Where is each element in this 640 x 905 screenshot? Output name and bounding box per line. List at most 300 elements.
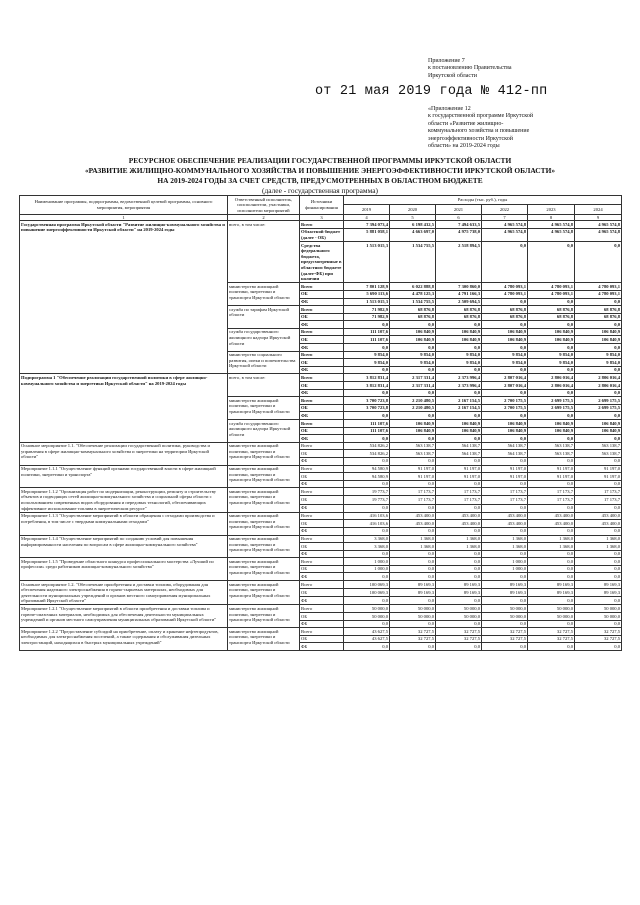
value-cell: 3 368,0 [344, 535, 390, 543]
executor-cell: всего, в том числе: [228, 374, 300, 397]
value-cell: 106 840,9 [575, 336, 622, 344]
value-cell: 0,0 [528, 321, 575, 329]
appendix-line: Приложение 7 [428, 58, 465, 64]
value-cell: 17 173,7 [482, 496, 528, 504]
table-row [20, 465, 622, 473]
value-cell: 89 169,3 [528, 581, 575, 589]
table-row [20, 488, 622, 496]
value-cell: 68 876,8 [575, 313, 622, 321]
value-cell: 32 727,5 [575, 628, 622, 636]
value-cell: 106 840,9 [528, 336, 575, 344]
value-cell: 0,0 [344, 643, 390, 651]
value-cell: 91 197,0 [482, 465, 528, 473]
value-cell: 32 727,5 [436, 635, 482, 643]
value-cell: 4 780 093,1 [575, 283, 622, 291]
value-cell: 0,0 [528, 573, 575, 581]
value-cell: 19 773,7 [344, 488, 390, 496]
value-cell: 2 210 480,5 [390, 397, 436, 405]
value-cell: 564 138,7 [482, 442, 528, 450]
value-cell: 43 627,5 [344, 628, 390, 636]
value-cell: 0,0 [575, 527, 622, 535]
value-cell: 9 854,0 [344, 351, 390, 359]
value-cell: 0,0 [528, 504, 575, 512]
value-cell: 50 000,0 [344, 605, 390, 613]
index-cell: 9 [575, 214, 622, 221]
value-cell: 17 173,7 [528, 488, 575, 496]
value-cell: 0,0 [575, 321, 622, 329]
value-cell: 1 368,0 [436, 535, 482, 543]
value-cell: 0,0 [482, 480, 528, 488]
value-cell: 9 854,0 [390, 359, 436, 367]
value-cell: 0,0 [482, 573, 528, 581]
value-cell: 0,0 [575, 242, 622, 283]
value-cell: 32 727,5 [528, 628, 575, 636]
index-cell: 3 [300, 214, 344, 221]
value-cell: 7 394 073,4 [344, 221, 390, 229]
value-cell: 4 663 697,0 [390, 228, 436, 241]
value-cell: 91 197,0 [390, 473, 436, 481]
appendix12-line: области «Развитие жилищно- [428, 120, 504, 127]
value-cell: 0,0 [575, 643, 622, 651]
value-cell: 0,0 [344, 435, 390, 443]
value-cell: 9 854,0 [436, 359, 482, 367]
value-cell: 0,0 [436, 435, 482, 443]
value-cell: 2 700 175,5 [482, 404, 528, 412]
value-cell: 0,0 [528, 620, 575, 628]
title-line: РЕСУРСНОЕ ОБЕСПЕЧЕНИЕ РЕАЛИЗАЦИИ ГОСУДАРСТВЕННОЙ ПРОГРАММЫ ИРКУТСКОЙ ОБЛАСТИ [128, 156, 512, 165]
value-cell: 0,0 [575, 565, 622, 573]
value-cell: 0,0 [390, 321, 436, 329]
value-cell: 0,0 [436, 550, 482, 558]
index-cell: 1 [20, 214, 228, 221]
value-cell: 0,0 [390, 412, 436, 420]
appendix-line: Иркутской области [428, 72, 477, 79]
value-cell: 89 169,3 [482, 589, 528, 597]
value-cell: 0,0 [390, 565, 436, 573]
head-sources: Источники финансирования [300, 196, 344, 215]
value-cell: 106 840,9 [528, 420, 575, 428]
value-cell: 106 840,9 [482, 336, 528, 344]
value-cell: 5 690 113,6 [344, 290, 390, 298]
value-cell: 0,0 [482, 550, 528, 558]
value-cell: 0,0 [344, 597, 390, 605]
value-cell: 32 727,5 [482, 635, 528, 643]
value-cell: 0,0 [575, 550, 622, 558]
value-cell: 17 173,7 [390, 488, 436, 496]
value-cell: 0,0 [344, 389, 390, 397]
value-cell: 1 368,0 [436, 543, 482, 551]
value-cell: 4 791 166,3 [436, 290, 482, 298]
source-cell: ФБ [300, 366, 344, 374]
value-cell: 0,0 [528, 597, 575, 605]
value-cell: 0,0 [528, 643, 575, 651]
value-cell: 2 699 175,5 [528, 404, 575, 412]
source-cell: ОБ [300, 450, 344, 458]
value-cell: 0,0 [436, 480, 482, 488]
value-cell: 32 727,5 [390, 635, 436, 643]
value-cell: 0,0 [390, 573, 436, 581]
value-cell: 89 169,3 [482, 581, 528, 589]
value-cell: 50 000,0 [575, 613, 622, 621]
value-cell: 563 138,7 [575, 442, 622, 450]
value-cell: 0,0 [482, 242, 528, 283]
title-line: НА 2019-2024 ГОДЫ ЗА СЧЕТ СРЕДСТВ, ПРЕДУСМОТРЕННЫХ В ОБЛАСТНОМ БЮДЖЕТЕ [157, 176, 483, 185]
source-cell: Всего [300, 558, 344, 566]
value-cell: 0,0 [436, 504, 482, 512]
value-cell: 4 965 574,8 [528, 221, 575, 229]
value-cell: 453 400,0 [436, 512, 482, 520]
value-cell: 7 801 128,9 [344, 283, 390, 291]
executor-cell: министерство жилищной политики, энергетики и транспорта Иркутской области [228, 488, 300, 512]
value-cell: 0,0 [528, 242, 575, 283]
value-cell: 4 965 574,8 [482, 221, 528, 229]
value-cell: 0,0 [436, 366, 482, 374]
value-cell: 71 982,9 [344, 313, 390, 321]
value-cell: 89 169,3 [390, 581, 436, 589]
value-cell: 563 138,7 [528, 442, 575, 450]
source-cell: ФБ [300, 321, 344, 329]
source-cell: Всего [300, 512, 344, 520]
value-cell: 0,0 [482, 504, 528, 512]
value-cell: 2 518 894,5 [436, 242, 482, 283]
value-cell: 32 727,5 [528, 635, 575, 643]
value-cell: 4 780 093,1 [482, 290, 528, 298]
value-cell: 50 000,0 [482, 605, 528, 613]
value-cell: 111 107,6 [344, 328, 390, 336]
appendix12-line: коммунального хозяйства и повышение [428, 128, 530, 135]
value-cell: 3 812 831,4 [344, 382, 390, 390]
program-name-cell: Мероприятие 1.1.3 "Осуществление мероприятий в области обращения с отходами производства и потребления, в том числе с твердыми коммунальными отходами" [20, 512, 228, 535]
value-cell: 50 000,0 [436, 605, 482, 613]
title-line: «РАЗВИТИЕ ЖИЛИЩНО-КОММУНАЛЬНОГО ХОЗЯЙСТВА И ПОВЫШЕНИЕ ЭНЕРГОЭФФЕКТИВНОСТИ ИРКУТСКОЙ ОБЛАСТИ» [84, 166, 556, 175]
value-cell: 1 513 015,3 [344, 298, 390, 306]
value-cell: 9 854,0 [575, 351, 622, 359]
value-cell: 2 807 016,4 [482, 374, 528, 382]
value-cell: 2 210 480,5 [390, 404, 436, 412]
source-cell: ФБ [300, 480, 344, 488]
program-name-cell: Основное мероприятие 1.2. "Обеспечение приобретения и доставки топлива, оборудования для обеспечения надежного электроснабжения в горячо-сырьевых материалах, необходимых для деятельности муниципальных учреждений и органов местного самоуправления муниципальных образований Иркутской области" [20, 581, 228, 605]
value-cell: 0,0 [390, 620, 436, 628]
value-cell: 106 840,9 [482, 420, 528, 428]
value-cell: 564 138,7 [482, 450, 528, 458]
value-cell: 91 197,0 [436, 465, 482, 473]
executor-cell: министерство жилищной политики, энергетики и транспорта Иркутской области [228, 283, 300, 306]
executor-cell: министерство жилищной политики, энергетики и транспорта Иркутской области [228, 442, 300, 465]
source-cell: ФБ [300, 389, 344, 397]
value-cell: 0,0 [528, 480, 575, 488]
value-cell: 106 840,9 [390, 336, 436, 344]
table-row [20, 581, 622, 589]
value-cell: 0,0 [344, 344, 390, 352]
source-cell: Всего [300, 605, 344, 613]
source-cell: ОБ [300, 543, 344, 551]
value-cell: 563 138,7 [575, 450, 622, 458]
source-cell: ОБ [300, 404, 344, 412]
value-cell: 91 197,0 [482, 473, 528, 481]
executor-cell: министерство социального развития, опеки и попечительства Иркутской области [228, 351, 300, 374]
value-cell: 0,0 [482, 366, 528, 374]
head-year: 2023 [528, 205, 575, 214]
value-cell: 7 494 633,5 [436, 221, 482, 229]
source-cell: ФБ [300, 344, 344, 352]
value-cell: 564 138,7 [436, 450, 482, 458]
value-cell: 0,0 [482, 527, 528, 535]
value-cell: 9 854,0 [575, 359, 622, 367]
source-cell: Всего [300, 628, 344, 636]
value-cell: 106 840,9 [575, 328, 622, 336]
value-cell: 68 876,8 [390, 306, 436, 314]
value-cell: 106 840,9 [575, 427, 622, 435]
value-cell: 4 965 574,8 [482, 228, 528, 241]
value-cell: 0,0 [390, 435, 436, 443]
value-cell: 17 173,7 [575, 488, 622, 496]
value-cell: 4 965 574,8 [575, 221, 622, 229]
executor-cell: министерство жилищной политики, энергетики и транспорта Иркутской области [228, 558, 300, 581]
value-cell: 4 780 093,1 [482, 283, 528, 291]
appendix-12-block [428, 106, 633, 150]
source-cell: ОБ [300, 359, 344, 367]
value-cell: 89 169,3 [390, 589, 436, 597]
value-cell: 534 826,2 [344, 450, 390, 458]
table-row [20, 442, 622, 450]
value-cell: 0,0 [482, 643, 528, 651]
value-cell: 100 069,3 [344, 589, 390, 597]
value-cell: 453 400,0 [528, 512, 575, 520]
value-cell: 0,0 [390, 389, 436, 397]
value-cell: 50 000,0 [344, 613, 390, 621]
value-cell: 91 197,0 [528, 473, 575, 481]
value-cell: 0,0 [436, 412, 482, 420]
value-cell: 50 000,0 [390, 613, 436, 621]
value-cell: 50 000,0 [390, 605, 436, 613]
resource-table [19, 195, 622, 651]
head-year: 2022 [482, 205, 528, 214]
table-row [20, 512, 622, 520]
source-cell: ФБ [300, 643, 344, 651]
executor-cell: министерство жилищной политики, энергетики и транспорта Иркутской области [228, 512, 300, 535]
source-cell: Всего [300, 283, 344, 291]
executor-cell: служба по тарифам Иркутской области [228, 306, 300, 329]
value-cell: 0,0 [344, 412, 390, 420]
executor-cell: министерство жилищной политики, энергетики и транспорта Иркутской области [228, 581, 300, 605]
value-cell: 0,0 [390, 457, 436, 465]
value-cell: 50 000,0 [482, 613, 528, 621]
value-cell: 106 840,9 [482, 427, 528, 435]
appendix12-line: к государственной программе Иркутской [428, 113, 534, 120]
source-cell: ФБ [300, 435, 344, 443]
source-cell: ОБ [300, 290, 344, 298]
program-name-cell: Основное мероприятие 1.1. "Обеспечение реализации государственной политики, руководства и управления в сфере жилищно-коммунального хозяйства и энергетики на территории Иркутской области" [20, 442, 228, 465]
value-cell: 68 876,8 [436, 306, 482, 314]
value-cell: 0,0 [390, 643, 436, 651]
appendix12-line: энергоэффективности Иркутской [428, 135, 513, 142]
value-cell: 0,0 [344, 573, 390, 581]
value-cell: 106 840,9 [436, 336, 482, 344]
value-cell: 2 806 016,4 [575, 382, 622, 390]
source-cell: ОБ [300, 613, 344, 621]
value-cell: 0,0 [575, 620, 622, 628]
decree-date-line: от 21 мая 2019 года № 412-пп [315, 84, 548, 99]
index-cell: 2 [228, 214, 300, 221]
value-cell: 2 700 175,5 [482, 397, 528, 405]
value-cell: 0,0 [390, 527, 436, 535]
value-cell: 17 173,7 [575, 496, 622, 504]
source-cell: Всего [300, 442, 344, 450]
value-cell: 9 854,0 [390, 351, 436, 359]
value-cell: 106 840,9 [436, 420, 482, 428]
value-cell: 2 509 694,5 [436, 298, 482, 306]
source-cell: Всего [300, 420, 344, 428]
value-cell: 89 169,3 [575, 589, 622, 597]
source-cell: Всего [300, 306, 344, 314]
value-cell: 453 400,0 [528, 520, 575, 528]
source-cell: Всего [300, 465, 344, 473]
value-cell: 4 780 093,1 [575, 290, 622, 298]
value-cell: 0,0 [344, 366, 390, 374]
value-cell: 3 700 723,8 [344, 404, 390, 412]
value-cell: 0,0 [344, 527, 390, 535]
source-cell: ФБ [300, 504, 344, 512]
table-body [20, 221, 622, 651]
value-cell: 0,0 [436, 558, 482, 566]
value-cell: 453 400,0 [482, 520, 528, 528]
source-cell: Всего [300, 581, 344, 589]
table-index-row [20, 214, 622, 221]
value-cell: 0,0 [482, 321, 528, 329]
executor-cell: министерство жилищной политики, энергетики и транспорта Иркутской области [228, 628, 300, 651]
value-cell: 9 854,0 [344, 359, 390, 367]
value-cell: 4 780 093,1 [528, 290, 575, 298]
program-name-cell: Мероприятие 1.2.2 "Предоставление субсидий на приобретение, оплату и хранение нефтепродуктов, необходимых для электроснабжения поселений, а также содержания и обслуживания дизельных электростанций, находящихся в быстрых муниципальных учреждений" [20, 628, 228, 651]
program-name-cell: Мероприятие 1.1.1 "Осуществление функций органами государственной власти в сфере жилищной политики, энергетики и транспорта" [20, 465, 228, 488]
source-cell: ФБ [300, 550, 344, 558]
value-cell: 2 167 154,5 [436, 404, 482, 412]
source-cell: ОБ [300, 635, 344, 643]
value-cell: 9 854,0 [528, 351, 575, 359]
program-name-cell: Мероприятие 1.1.2 "Организация работ по модернизации, реконструкции, ремонту и строительству объектов и подводящих сетей жилищно-коммунального хозяйства и социальной сферы области с использованием современных видов оборудования и передовых технологий, обеспечивающих эффективное использование топлива в энергетическом ресурсе" [20, 488, 228, 512]
value-cell: 50 000,0 [528, 605, 575, 613]
value-cell: 2 317 331,4 [390, 382, 436, 390]
value-cell: 1 534 755,5 [390, 298, 436, 306]
value-cell: 0,0 [344, 321, 390, 329]
value-cell: 89 169,3 [575, 581, 622, 589]
table-row [20, 535, 622, 543]
head-program: Наименование программы, подпрограммы, ведомственной целевой программы, основного мероприятия, мероприятия [20, 196, 228, 215]
value-cell: 2 806 016,4 [528, 374, 575, 382]
value-cell: 1 534 755,5 [390, 242, 436, 283]
value-cell: 68 876,8 [528, 306, 575, 314]
value-cell: 1 513 015,3 [344, 242, 390, 283]
value-cell: 0,0 [482, 597, 528, 605]
value-cell: 0,0 [528, 565, 575, 573]
value-cell: 453 400,0 [482, 512, 528, 520]
value-cell: 0,0 [390, 558, 436, 566]
table-row [20, 558, 622, 566]
source-cell: Всего [300, 221, 344, 229]
source-cell: Всего [300, 535, 344, 543]
value-cell: 0,0 [528, 457, 575, 465]
value-cell: 0,0 [575, 412, 622, 420]
value-cell: 50 000,0 [575, 605, 622, 613]
executor-cell: министерство жилищной политики, энергетики и транспорта Иркутской области [228, 397, 300, 420]
value-cell: 0,0 [344, 620, 390, 628]
value-cell: 111 107,6 [344, 336, 390, 344]
value-cell: 0,0 [436, 565, 482, 573]
value-cell: 0,0 [528, 550, 575, 558]
value-cell: 68 876,8 [482, 313, 528, 321]
value-cell: 9 854,0 [528, 359, 575, 367]
executor-cell: служба государственного жилищного надзора Иркутской области [228, 420, 300, 443]
value-cell: 94 580,9 [344, 465, 390, 473]
value-cell: 0,0 [575, 344, 622, 352]
head-year: 2019 [344, 205, 390, 214]
value-cell: 91 197,0 [575, 465, 622, 473]
value-cell: 416 103,6 [344, 512, 390, 520]
value-cell: 0,0 [482, 457, 528, 465]
value-cell: 111 107,6 [344, 420, 390, 428]
value-cell: 2 167 154,5 [436, 397, 482, 405]
executor-cell: министерство жилищной политики, энергетики и транспорта Иркутской области [228, 465, 300, 488]
source-cell: ОБ [300, 520, 344, 528]
value-cell: 17 173,7 [436, 496, 482, 504]
value-cell: 106 840,9 [436, 427, 482, 435]
value-cell: 0,0 [482, 620, 528, 628]
value-cell: 0,0 [575, 457, 622, 465]
value-cell: 0,0 [436, 620, 482, 628]
value-cell: 0,0 [344, 550, 390, 558]
value-cell: 43 627,5 [344, 635, 390, 643]
source-cell: ОБ [300, 427, 344, 435]
value-cell: 68 876,8 [390, 313, 436, 321]
table-row [20, 374, 622, 382]
value-cell: 3 812 831,4 [344, 374, 390, 382]
value-cell: 0,0 [575, 597, 622, 605]
value-cell: 32 727,5 [436, 628, 482, 636]
value-cell: 68 876,8 [575, 306, 622, 314]
value-cell: 19 773,7 [344, 496, 390, 504]
value-cell: 0,0 [482, 344, 528, 352]
value-cell: 89 169,3 [436, 581, 482, 589]
value-cell: 2 807 016,4 [482, 382, 528, 390]
value-cell: 1 000,0 [344, 558, 390, 566]
table-row [20, 221, 622, 229]
value-cell: 4 975 738,0 [436, 228, 482, 241]
source-cell: ФБ [300, 620, 344, 628]
value-cell: 0,0 [528, 527, 575, 535]
value-cell: 17 173,7 [528, 496, 575, 504]
head-year: 2021 [436, 205, 482, 214]
source-cell: ОБ [300, 473, 344, 481]
value-cell: 0,0 [575, 366, 622, 374]
source-cell: Средства федерального бюджета, предусмотренные в областном бюджете (далее-ФБ) при наличии [300, 242, 344, 283]
value-cell: 2 699 175,5 [575, 404, 622, 412]
value-cell: 6 198 432,5 [390, 221, 436, 229]
index-cell: 8 [528, 214, 575, 221]
value-cell: 1 368,0 [528, 543, 575, 551]
value-cell: 6 022 888,8 [390, 283, 436, 291]
source-cell: ОБ [300, 496, 344, 504]
value-cell: 32 727,5 [482, 628, 528, 636]
value-cell: 1 368,0 [528, 535, 575, 543]
value-cell: 0,0 [344, 457, 390, 465]
value-cell: 100 069,3 [344, 581, 390, 589]
program-name-cell: Государственная программа Иркутской области "Развитие жилищно-коммунального хозяйства и повышение энергоэффективности Иркутской области" на 2019-2024 годы [20, 221, 228, 374]
value-cell: 2 373 996,4 [436, 382, 482, 390]
value-cell: 2 699 175,5 [528, 397, 575, 405]
value-cell: 453 400,0 [575, 520, 622, 528]
value-cell: 0,0 [575, 558, 622, 566]
value-cell: 106 840,9 [390, 420, 436, 428]
